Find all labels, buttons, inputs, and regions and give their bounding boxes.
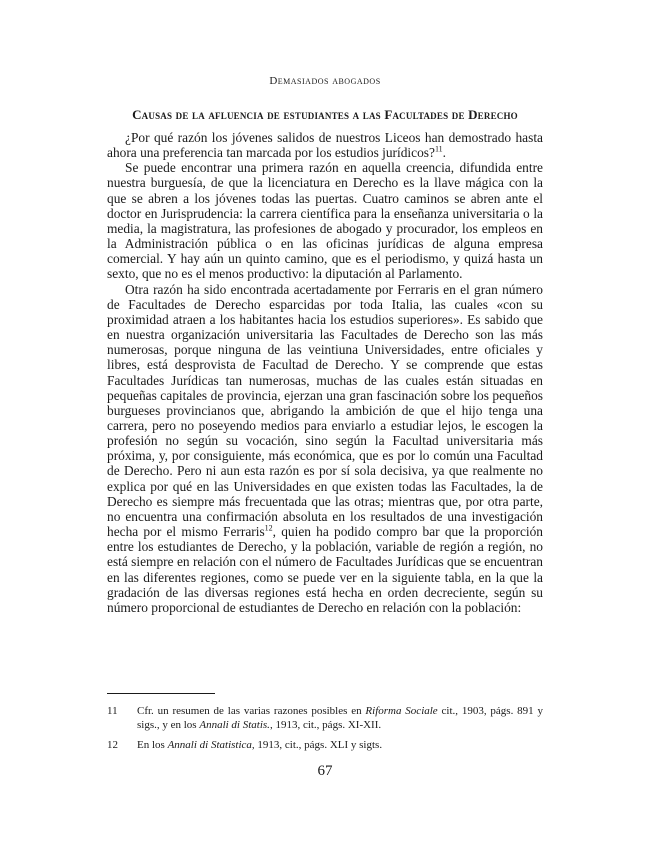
paragraph-tail: . bbox=[442, 145, 446, 161]
footnote-citation-title: Riforma Sociale bbox=[365, 705, 438, 717]
section-title: Causas de la afluencia de estudiantes a las Facultades de Derecho bbox=[132, 107, 518, 122]
footnote-ref-12[interactable]: 12 bbox=[264, 523, 273, 533]
footnote-text-part: cit., 1903, págs. 891 y sigs., y en los bbox=[137, 705, 543, 731]
footnote-number: 11 bbox=[107, 705, 118, 717]
paragraph-2 bbox=[107, 160, 543, 281]
footnote-text bbox=[137, 704, 543, 732]
footnote-number: 12 bbox=[107, 739, 118, 751]
footnote-rule bbox=[107, 693, 215, 694]
footnote-text-part: Cfr. un resumen de las varias razones posibles en bbox=[137, 705, 366, 717]
paragraph-1 bbox=[107, 130, 543, 160]
footnote-text-part: , 1913, cit., págs. XI-XII. bbox=[269, 719, 382, 731]
footnote-text-part: 1913, cit., págs. XLI y sigts. bbox=[254, 739, 383, 751]
paragraph-tail: , quien ha podido compro bar que la proporción entre los estudiantes de Derecho, y la población, variable de región a región, no está siempre en relación con el número de Facultades Jurídicas que se encuentran en las diferentes regiones, como se puede ver en la siguiente tabla, en la que la gradación de las diversas regiones está hecha en orden decreciente, según su número proporcional de estudiantes de Derecho en relación con la población: bbox=[107, 524, 544, 615]
footnote-12 bbox=[107, 738, 543, 752]
footnote-text-part: En los bbox=[137, 739, 168, 751]
footnotes bbox=[107, 704, 543, 758]
footnote-citation-title: Annali di Statistica, bbox=[167, 739, 255, 751]
footnote-citation-title: Annali di Statis. bbox=[199, 719, 270, 731]
paragraph-text: ¿Por qué razón los jóvenes salidos de nuestros Liceos han demostrado hasta ahora una preferencia tan marcada por los estudios jurídicos? bbox=[107, 130, 543, 161]
paragraph-text: Se puede encontrar una primera razón en aquella creencia, difundida entre nuestra burguesía, de que la licenciatura en Derecho es la llave mágica con la que se abren a los jóvenes todas las puertas. Cuatro caminos se abren ante el doctor en Jurisprudencia: la carrera científica para la enseñanza universitaria o la media, la magistratura, las profesiones de abogado y procurador, los empleos en la Administración pública o en las oficinas jurídicas de alguna empresa comercial. Y hay aún un quinto camino, que es el periodismo, y quizá hasta un sexto, que no es el menos productivo: la diputación al Parlamento. bbox=[107, 160, 543, 282]
footnote-ref-11[interactable]: 11 bbox=[434, 144, 443, 154]
page-number: 67 bbox=[317, 763, 333, 779]
footnote-11 bbox=[107, 704, 543, 732]
footnote-text bbox=[137, 738, 543, 752]
paragraph-3 bbox=[107, 282, 543, 615]
running-head: Demasiados abogados bbox=[269, 75, 381, 87]
body-text bbox=[107, 130, 543, 615]
paragraph-text: Otra razón ha sido encontrada acertadamente por Ferraris en el gran número de Facultades de Derecho esparcidas por toda Italia, las cuales «con su proximidad atraen a los habitantes hacia los estudios superiores». Es sabido que en nuestra organización universitaria las Facultades de Derecho son las más numerosas, porque ninguna de las veintiuna Universidades, entre oficiales y libres, está desprovista de Facultad de Derecho. Y se comprende que estas Facultades Jurídicas tan numerosas, muchas de las cuales están situadas en pequeñas capitales de provincia, ejerzan una gran fascinación sobre los pequeños burgueses provincianos que, abrigando la ambición de que el hijo tenga una carrera, pero no poseyendo medios para enviarlo a estudiar lejos, le escogen la profesión no según su vocación, sino según la Facultad universitaria más próxima, y, por consiguiente, más económica, que es por lo común una Facultad de Derecho. Pero ni aun esta razón es por sí sola decisiva, ya que realmente no explica por qué en las Universidades en que existen todas las Facultades, la de Derecho es siempre más frecuentada que las otras; mientras que, por otra parte, no encuentra una confirmación absoluta en los resultados de una investigación hecha por el mismo Ferraris bbox=[107, 281, 543, 540]
